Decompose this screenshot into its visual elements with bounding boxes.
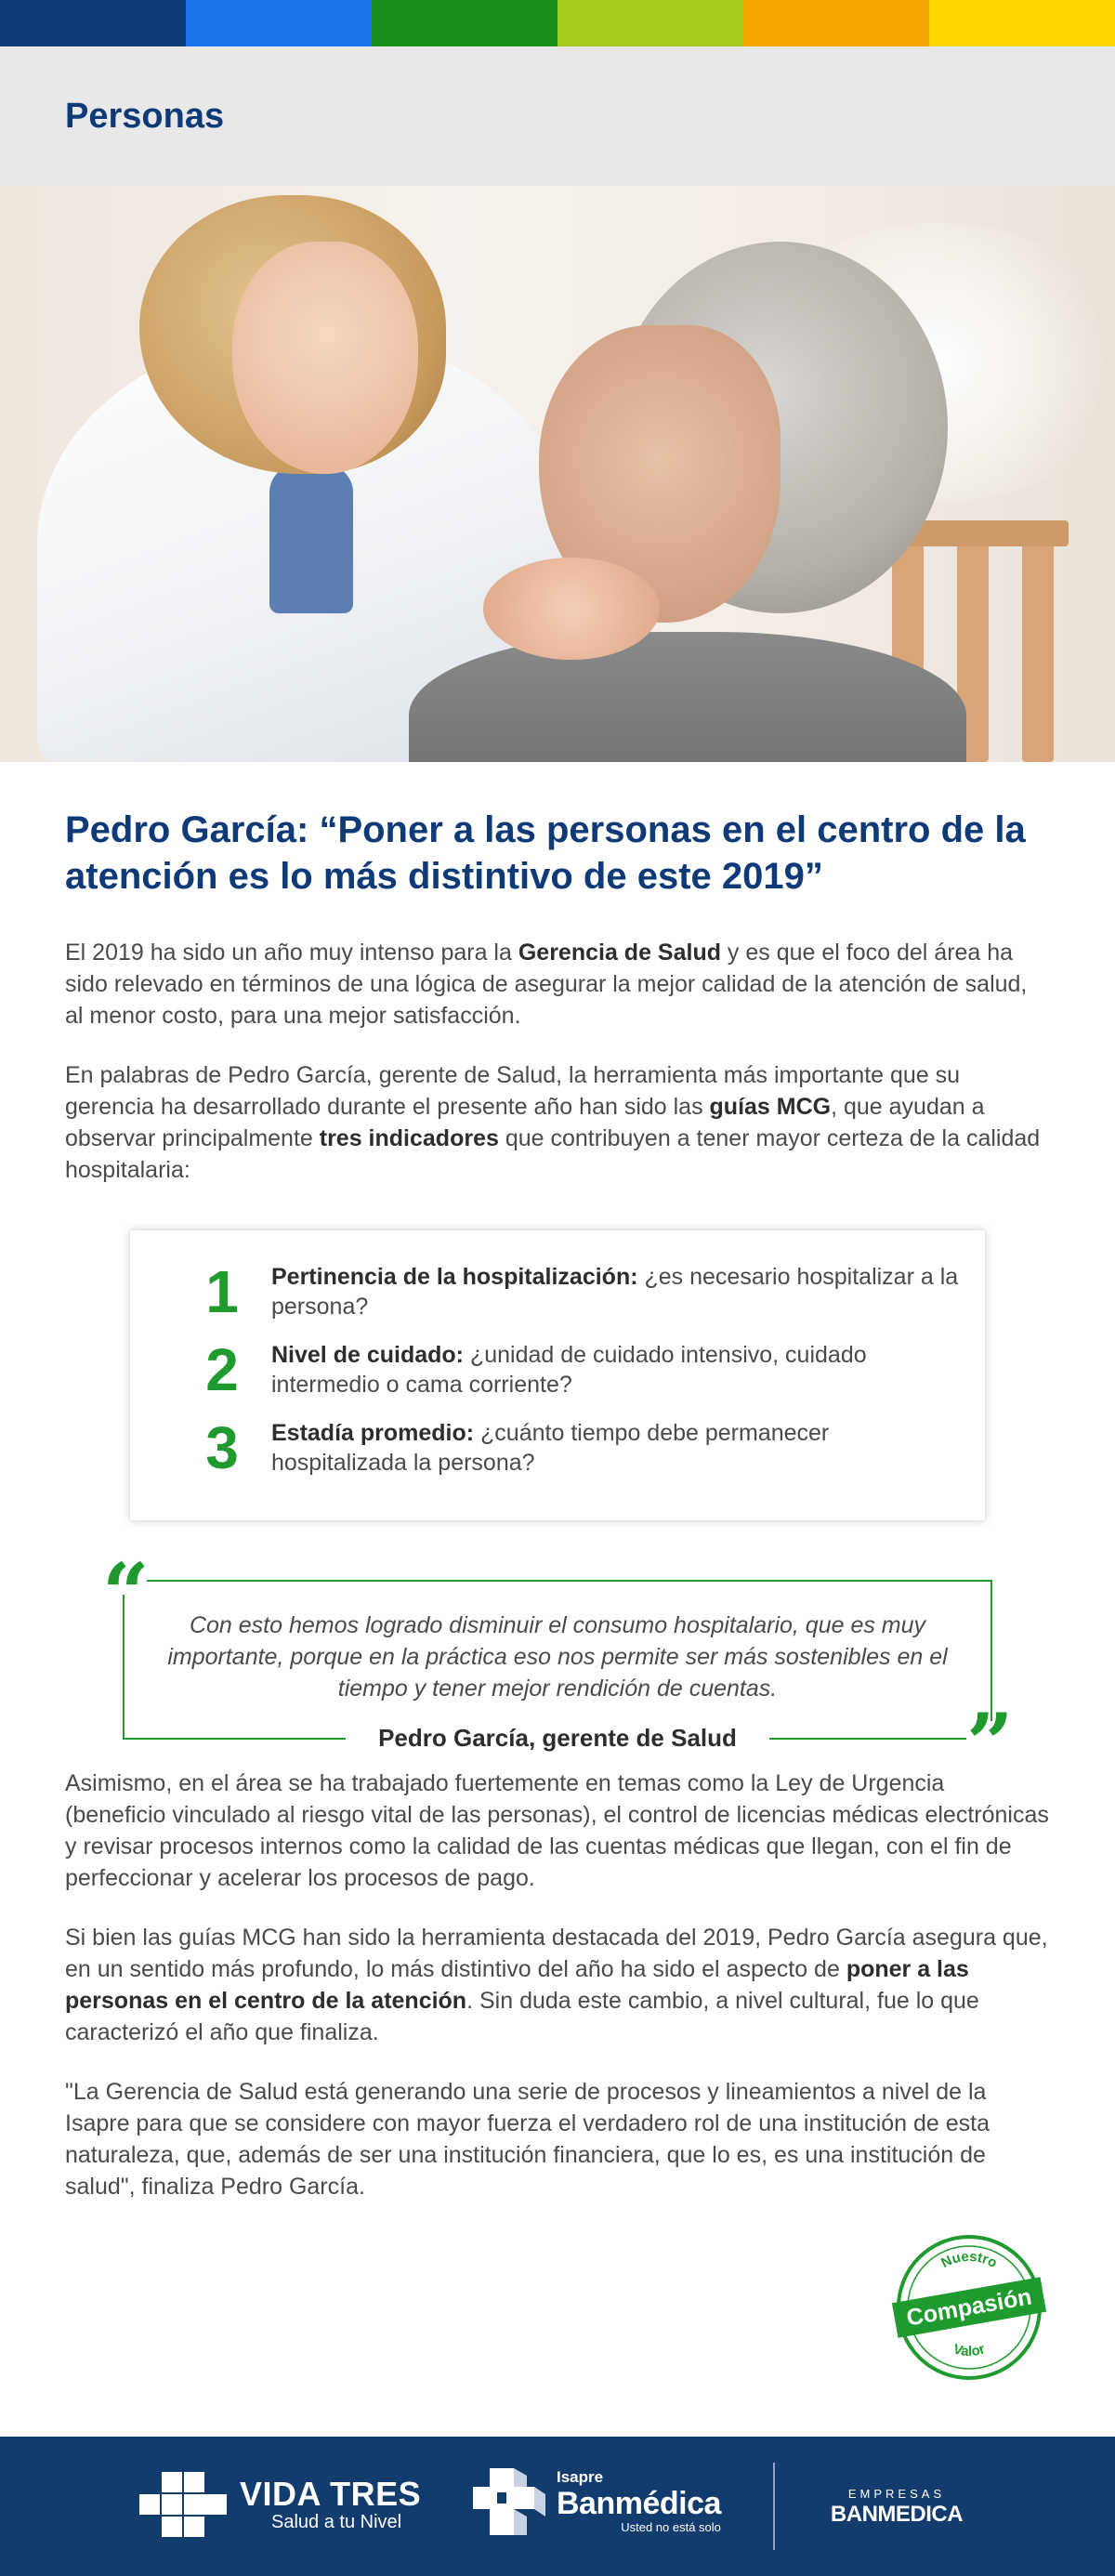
hero-photo — [0, 186, 1115, 762]
compasion-value-badge — [890, 2228, 1048, 2386]
badge-top-text: Nuestro — [938, 2248, 1000, 2272]
badge-center-text: Compasión — [904, 2283, 1034, 2332]
paragraph-4: Si bien las guías MCG han sido la herramienta destacada del 2019, Pedro García asegura que, en un sentido más profundo, lo más distintivo del año ha sido el aspecto de poner a las personas en el centro de la atención. Sin duda este cambio, a nivel cultural, fue lo que caracterizó el año que finaliza. — [65, 1925, 1048, 2045]
vidatres-logo — [139, 2472, 421, 2537]
vidatres-tagline: Salud a tu Nivel — [271, 2512, 402, 2532]
indicator-item: 2 Nivel de cuidado: ¿unidad de cuidado intensivo, cuidado intermedio o cama corriente? — [195, 1340, 985, 1418]
vidatres-name: VIDA TRES — [240, 2475, 422, 2513]
quote-text: Con esto hemos logrado disminuir el consumo hospitalario, que es muy importante, porque en la práctica eso nos permite ser más sostenibles en el tiempo y tener mejor rendición de cuentas. — [167, 1612, 948, 1702]
color-stripe-navy — [0, 0, 186, 46]
section-header — [0, 46, 1115, 186]
banmedica-cross-icon — [469, 2464, 549, 2539]
close-quote-icon: ” — [966, 1695, 1014, 1792]
article — [0, 807, 1115, 1186]
indicator-item: 1 Pertinencia de la hospitalización: ¿es necesario hospitalizar a la persona? — [195, 1262, 985, 1340]
svg-text:Valor — [951, 2341, 987, 2359]
quote-author: Pedro García, gerente de Salud — [378, 1724, 737, 1752]
article-title: Pedro García: “Poner a las personas en el centro de la atención es lo más distintivo de este 2019” — [65, 809, 1026, 897]
indicator-number: 1 — [205, 1258, 239, 1325]
indicators-box — [130, 1230, 985, 1520]
color-stripe-orange — [743, 0, 929, 46]
pull-quote — [0, 1544, 1115, 1792]
footer — [0, 2437, 1115, 2576]
indicator-item: 3 Estadía promedio: ¿cuánto tiempo debe permanecer hospitalizada la persona? — [195, 1418, 985, 1496]
color-stripe-lime — [558, 0, 743, 46]
banmedica-prefix: Isapre — [557, 2468, 604, 2486]
paragraph-5: "La Gerencia de Salud está generando una serie de procesos y lineamientos a nivel de la Isapre para que se considere con mayor fuerza el verdadero rol de una institución de esta naturaleza, que, además de ser una institución financiera, que lo es, es una institución de salud", finaliza Pedro García. — [65, 2079, 990, 2200]
empresas-label: EMPRESAS — [847, 2487, 946, 2501]
brand-color-bar — [0, 0, 1115, 46]
color-stripe-yellow — [929, 0, 1115, 46]
banmedica-tagline: Usted no está solo — [621, 2520, 721, 2534]
paragraph-1: El 2019 ha sido un año muy intenso para la Gerencia de Salud y es que el foco del área ha sido relevado en términos de una lógica de asegurar la mejor calidad de la atención de salud, al menor costo, para una mejor satisfacción. — [65, 940, 1028, 1029]
open-quote-icon: “ — [102, 1544, 150, 1641]
footer-divider — [773, 2463, 775, 2550]
indicator-number: 3 — [205, 1414, 239, 1481]
section-title: Personas — [65, 96, 225, 136]
empresas-name: BANMEDICA — [830, 2502, 964, 2527]
article-continued — [0, 1768, 1115, 2202]
empresas-banmedica-logo — [818, 2487, 976, 2528]
paragraph-3: Asimismo, en el área se ha trabajado fuertemente en temas como la Ley de Urgencia (beneficio vinculado al riesgo vital de las personas), el control de licencias médicas electrónicas y revisar procesos internos como la calidad de las cuentas médicas que llegan, con el fin de perfeccionar y acelerar los procesos de pago. — [65, 1770, 1049, 1891]
badge-bottom-text: Valor — [951, 2341, 988, 2360]
banmedica-logo — [469, 2464, 721, 2539]
color-stripe-green — [372, 0, 558, 46]
banmedica-name: Banmédica — [557, 2486, 721, 2521]
paragraph-2: En palabras de Pedro García, gerente de Salud, la herramienta más importante que su gerencia ha desarrollado durante el presente año han sido las guías MCG, que ayudan a observar principalmente tres indicadores que contribuyen a tener mayor certeza de la calidad hospitalaria: — [65, 1062, 1041, 1183]
indicator-number: 2 — [205, 1336, 239, 1403]
color-stripe-blue — [186, 0, 372, 46]
vidatres-cross-icon — [139, 2472, 229, 2537]
